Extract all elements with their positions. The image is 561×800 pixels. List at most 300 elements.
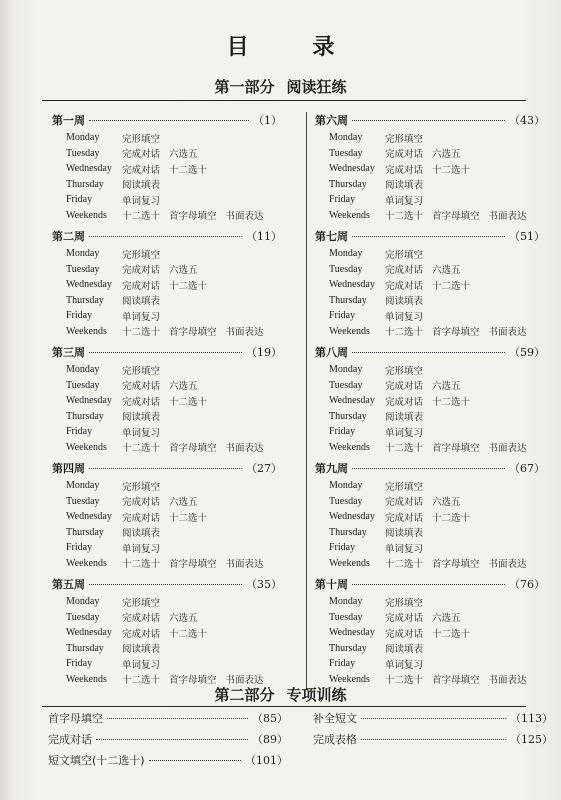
activity-label: 完成对话 — [122, 628, 161, 640]
week-page-number: （67） — [509, 462, 545, 475]
day-name: Weekends — [329, 441, 370, 453]
week-entry[interactable] — [52, 112, 282, 130]
day-name: Monday — [66, 596, 100, 608]
day-row — [52, 625, 282, 641]
day-row — [315, 293, 545, 309]
week-block — [52, 344, 282, 455]
week-name: 第一周 — [52, 114, 85, 127]
activity-label: 十二选十 — [122, 559, 161, 571]
activity-label: 完成对话 — [122, 164, 161, 176]
day-name: Thursday — [329, 410, 367, 422]
week-entry[interactable] — [52, 576, 282, 594]
day-name: Tuesday — [329, 611, 363, 623]
activity-label: 完成对话 — [385, 628, 424, 640]
activity-label: 完成对话 — [122, 613, 161, 625]
day-name: Monday — [66, 364, 100, 376]
day-name: Thursday — [66, 178, 104, 190]
activity-label: 单词复习 — [122, 311, 161, 323]
day-row — [315, 262, 545, 278]
day-row — [52, 161, 282, 177]
activity-label: 十二选十 — [122, 675, 161, 687]
day-name: Tuesday — [329, 263, 363, 275]
day-name: Tuesday — [66, 611, 100, 623]
leader-dots — [352, 352, 505, 353]
activity-label: 书面表达 — [225, 211, 264, 223]
activity-label: 完成对话 — [385, 512, 424, 524]
day-row — [52, 308, 282, 324]
week-entry[interactable] — [52, 460, 282, 478]
activity-label: 完成对话 — [385, 381, 424, 393]
activity-label: 阅读填表 — [122, 296, 161, 308]
activity-label: 十二选十 — [385, 559, 424, 571]
activity-label: 完成对话 — [385, 149, 424, 161]
part1-label: 第一部分 — [214, 78, 275, 96]
day-row — [52, 594, 282, 610]
day-name: Thursday — [66, 410, 104, 422]
day-row — [52, 277, 282, 293]
day-row — [52, 246, 282, 262]
activity-label: 六选五 — [432, 381, 461, 393]
day-row — [52, 478, 282, 494]
activity-label: 十二选十 — [169, 512, 208, 524]
activity-label: 阅读填表 — [122, 528, 161, 540]
part2-label: 第二部分 — [214, 686, 275, 704]
day-name: Weekends — [66, 441, 107, 453]
activity-label: 十二选十 — [432, 280, 471, 292]
day-name: Friday — [329, 194, 356, 206]
week-name: 第七周 — [315, 230, 348, 243]
activity-label: 完形填空 — [122, 365, 161, 377]
activity-label: 首字母填空 — [169, 559, 217, 571]
activity-label: 完成对话 — [122, 265, 161, 277]
week-name: 第八周 — [315, 346, 348, 359]
activity-label: 完形填空 — [385, 249, 424, 261]
entry-name: 补全短文 — [313, 712, 357, 725]
activity-label: 十二选十 — [432, 512, 471, 524]
activity-label: 书面表达 — [225, 327, 264, 339]
day-row — [315, 146, 545, 162]
day-name: Monday — [66, 132, 100, 144]
day-name: Weekends — [329, 557, 370, 569]
activity-label: 完成对话 — [385, 265, 424, 277]
week-entry[interactable] — [315, 228, 545, 246]
day-row — [315, 378, 545, 394]
week-block — [52, 460, 282, 571]
activity-label: 十二选十 — [385, 211, 424, 223]
day-name: Thursday — [329, 526, 367, 538]
activity-label: 首字母填空 — [169, 211, 217, 223]
activity-label: 单词复习 — [385, 195, 424, 207]
week-entry[interactable] — [52, 344, 282, 362]
day-row — [52, 130, 282, 146]
activity-label: 十二选十 — [385, 327, 424, 339]
activity-label: 书面表达 — [488, 443, 527, 455]
activity-label: 完成对话 — [122, 497, 161, 509]
activity-label: 首字母填空 — [432, 443, 480, 455]
week-page-number: （59） — [509, 346, 545, 359]
day-row — [52, 262, 282, 278]
day-name: Weekends — [66, 557, 107, 569]
part2-entry[interactable] — [48, 752, 288, 773]
day-name: Wednesday — [329, 627, 375, 639]
day-name: Wednesday — [329, 279, 375, 291]
activity-label: 完成对话 — [122, 512, 161, 524]
day-row — [52, 610, 282, 626]
toc-left-column — [52, 112, 282, 692]
day-row — [52, 293, 282, 309]
activity-label: 阅读填表 — [122, 180, 161, 192]
activity-label: 十二选十 — [432, 396, 471, 408]
day-name: Wednesday — [329, 163, 375, 175]
day-row — [52, 494, 282, 510]
day-name: Thursday — [66, 642, 104, 654]
leader-dots — [352, 120, 505, 121]
week-block — [315, 228, 545, 339]
day-row — [52, 409, 282, 425]
week-name: 第五周 — [52, 578, 85, 591]
day-row — [52, 146, 282, 162]
activity-label: 单词复习 — [122, 543, 161, 555]
part1-heading — [0, 76, 561, 97]
activity-label: 完形填空 — [385, 365, 424, 377]
activity-label: 完形填空 — [122, 249, 161, 261]
week-name: 第九周 — [315, 462, 348, 475]
week-block — [52, 228, 282, 339]
activity-label: 书面表达 — [488, 211, 527, 223]
activity-label: 首字母填空 — [432, 327, 480, 339]
entry-page-number: （125） — [510, 733, 553, 746]
activity-label: 阅读填表 — [385, 644, 424, 656]
day-name: Wednesday — [66, 627, 112, 639]
activity-label: 阅读填表 — [122, 412, 161, 424]
activity-label: 阅读填表 — [122, 644, 161, 656]
part2-entry[interactable] — [313, 731, 553, 752]
activity-label: 六选五 — [169, 265, 198, 277]
day-row — [315, 424, 545, 440]
entry-name: 首字母填空 — [48, 712, 103, 725]
week-entry[interactable] — [52, 228, 282, 246]
leader-dots — [149, 760, 241, 761]
activity-label: 十二选十 — [432, 628, 471, 640]
activity-label: 书面表达 — [488, 559, 527, 571]
week-block — [315, 576, 545, 687]
part2-entry[interactable] — [313, 710, 553, 731]
day-name: Monday — [329, 132, 363, 144]
activity-label: 六选五 — [432, 613, 461, 625]
activity-label: 完形填空 — [122, 481, 161, 493]
entry-page-number: （113） — [510, 712, 553, 725]
week-name: 第十周 — [315, 578, 348, 591]
leader-dots — [89, 120, 249, 121]
activity-label: 单词复习 — [385, 659, 424, 671]
activity-label: 完形填空 — [385, 597, 424, 609]
day-row — [315, 130, 545, 146]
activity-label: 十二选十 — [385, 675, 424, 687]
activity-label: 首字母填空 — [432, 675, 480, 687]
day-name: Friday — [329, 426, 356, 438]
activity-label: 十二选十 — [122, 211, 161, 223]
day-name: Friday — [329, 310, 356, 322]
day-name: Monday — [329, 596, 363, 608]
activity-label: 六选五 — [432, 149, 461, 161]
day-row — [52, 556, 282, 572]
part2-right-list — [313, 710, 553, 752]
day-row — [52, 177, 282, 193]
leader-dots — [89, 236, 242, 237]
day-row — [315, 641, 545, 657]
day-row — [315, 393, 545, 409]
activity-label: 单词复习 — [385, 311, 424, 323]
day-name: Thursday — [329, 642, 367, 654]
day-row — [52, 440, 282, 456]
day-name: Monday — [329, 480, 363, 492]
activity-label: 十二选十 — [169, 628, 208, 640]
day-name: Weekends — [329, 673, 370, 685]
week-name: 第四周 — [52, 462, 85, 475]
day-name: Wednesday — [66, 163, 112, 175]
day-row — [315, 192, 545, 208]
day-row — [315, 440, 545, 456]
day-row — [52, 540, 282, 556]
activity-label: 十二选十 — [122, 443, 161, 455]
day-row — [315, 324, 545, 340]
activity-label: 完成对话 — [385, 396, 424, 408]
week-page-number: （76） — [509, 578, 545, 591]
activity-label: 完形填空 — [385, 133, 424, 145]
activity-label: 阅读填表 — [385, 528, 424, 540]
entry-name: 完成表格 — [313, 733, 357, 746]
activity-label: 六选五 — [432, 265, 461, 277]
page-title: 目 录 — [226, 35, 363, 60]
day-row — [315, 362, 545, 378]
day-name: Friday — [66, 310, 93, 322]
activity-label: 十二选十 — [169, 164, 208, 176]
day-name: Monday — [329, 248, 363, 260]
activity-label: 首字母填空 — [432, 559, 480, 571]
week-name: 第二周 — [52, 230, 85, 243]
activity-label: 完成对话 — [122, 381, 161, 393]
day-name: Tuesday — [66, 147, 100, 159]
day-row — [315, 161, 545, 177]
activity-label: 六选五 — [169, 497, 198, 509]
day-name: Tuesday — [66, 379, 100, 391]
day-name: Monday — [66, 248, 100, 260]
activity-label: 完形填空 — [122, 597, 161, 609]
leader-dots — [352, 236, 505, 237]
day-name: Thursday — [329, 178, 367, 190]
week-name: 第六周 — [315, 114, 348, 127]
activity-label: 十二选十 — [169, 396, 208, 408]
week-name: 第三周 — [52, 346, 85, 359]
activity-label: 书面表达 — [488, 675, 527, 687]
activity-label: 六选五 — [169, 613, 198, 625]
entry-name: 短文填空(十二选十) — [48, 754, 145, 767]
week-page-number: （43） — [509, 114, 545, 127]
week-entry[interactable] — [315, 460, 545, 478]
activity-label: 完成对话 — [385, 497, 424, 509]
week-entry[interactable] — [315, 112, 545, 130]
week-entry[interactable] — [315, 344, 545, 362]
week-page-number: （11） — [246, 230, 282, 243]
activity-label: 阅读填表 — [385, 180, 424, 192]
day-name: Thursday — [329, 294, 367, 306]
day-row — [315, 177, 545, 193]
day-row — [52, 324, 282, 340]
leader-dots — [96, 739, 248, 740]
day-row — [52, 509, 282, 525]
leader-dots — [89, 468, 242, 469]
day-name: Thursday — [66, 526, 104, 538]
activity-label: 单词复习 — [122, 659, 161, 671]
week-page-number: （27） — [246, 462, 282, 475]
column-divider — [306, 112, 307, 690]
day-row — [52, 424, 282, 440]
activity-label: 完成对话 — [122, 149, 161, 161]
activity-label: 完成对话 — [122, 280, 161, 292]
activity-label: 阅读填表 — [385, 296, 424, 308]
day-name: Friday — [66, 542, 93, 554]
activity-label: 完形填空 — [122, 133, 161, 145]
day-name: Friday — [329, 542, 356, 554]
activity-label: 首字母填空 — [432, 211, 480, 223]
activity-label: 十二选十 — [169, 280, 208, 292]
activity-label: 单词复习 — [122, 427, 161, 439]
day-row — [315, 556, 545, 572]
leader-dots — [361, 718, 506, 719]
activity-label: 单词复习 — [385, 427, 424, 439]
day-name: Tuesday — [66, 263, 100, 275]
activity-label: 十二选十 — [385, 443, 424, 455]
activity-label: 六选五 — [169, 381, 198, 393]
part1-rule — [42, 100, 526, 101]
day-name: Weekends — [329, 325, 370, 337]
day-name: Friday — [66, 194, 93, 206]
day-row — [52, 641, 282, 657]
day-row — [315, 409, 545, 425]
day-name: Weekends — [66, 325, 107, 337]
activity-label: 完成对话 — [385, 613, 424, 625]
day-name: Friday — [66, 658, 93, 670]
activity-label: 书面表达 — [488, 327, 527, 339]
day-name: Weekends — [329, 209, 370, 221]
day-row — [315, 625, 545, 641]
day-name: Tuesday — [329, 495, 363, 507]
day-name: Tuesday — [329, 147, 363, 159]
leader-dots — [89, 352, 242, 353]
entry-name: 完成对话 — [48, 733, 92, 746]
week-page-number: （19） — [246, 346, 282, 359]
activity-label: 书面表达 — [225, 675, 264, 687]
leader-dots — [107, 718, 248, 719]
activity-label: 首字母填空 — [169, 675, 217, 687]
day-row — [52, 525, 282, 541]
part2-name: 专项训练 — [286, 686, 347, 704]
day-name: Tuesday — [329, 379, 363, 391]
week-page-number: （51） — [509, 230, 545, 243]
day-row — [315, 509, 545, 525]
leader-dots — [352, 584, 505, 585]
day-row — [315, 277, 545, 293]
day-row — [315, 594, 545, 610]
day-row — [315, 656, 545, 672]
activity-label: 单词复习 — [385, 543, 424, 555]
entry-page-number: （85） — [252, 712, 288, 725]
day-name: Thursday — [66, 294, 104, 306]
day-row — [52, 393, 282, 409]
part2-entry[interactable] — [48, 731, 288, 752]
day-row — [52, 208, 282, 224]
activity-label: 阅读填表 — [385, 412, 424, 424]
day-name: Weekends — [66, 209, 107, 221]
activity-label: 六选五 — [169, 149, 198, 161]
leader-dots — [89, 584, 242, 585]
activity-label: 十二选十 — [432, 164, 471, 176]
leader-dots — [361, 739, 506, 740]
activity-label: 六选五 — [432, 497, 461, 509]
day-name: Friday — [329, 658, 356, 670]
toc-right-column — [315, 112, 545, 692]
part2-entry[interactable] — [48, 710, 288, 731]
week-page-number: （35） — [246, 578, 282, 591]
activity-label: 书面表达 — [225, 443, 264, 455]
day-name: Wednesday — [329, 511, 375, 523]
day-name: Weekends — [66, 673, 107, 685]
week-entry[interactable] — [315, 576, 545, 594]
day-name: Wednesday — [66, 511, 112, 523]
day-row — [52, 362, 282, 378]
day-row — [315, 525, 545, 541]
day-name: Monday — [66, 480, 100, 492]
day-name: Friday — [66, 426, 93, 438]
leader-dots — [352, 468, 505, 469]
day-row — [315, 610, 545, 626]
day-row — [315, 246, 545, 262]
day-name: Tuesday — [66, 495, 100, 507]
entry-page-number: （89） — [252, 733, 288, 746]
day-name: Wednesday — [66, 395, 112, 407]
day-row — [315, 494, 545, 510]
activity-label: 完成对话 — [385, 280, 424, 292]
activity-label: 首字母填空 — [169, 443, 217, 455]
part2-left-list — [48, 710, 288, 773]
day-name: Wednesday — [329, 395, 375, 407]
part2-rule — [42, 706, 526, 707]
day-name: Wednesday — [66, 279, 112, 291]
activity-label: 完成对话 — [385, 164, 424, 176]
activity-label: 完形填空 — [385, 481, 424, 493]
week-block — [315, 112, 545, 223]
entry-page-number: （101） — [245, 754, 288, 767]
week-page-number: （1） — [253, 114, 282, 127]
day-row — [315, 478, 545, 494]
day-row — [315, 308, 545, 324]
day-row — [52, 378, 282, 394]
day-row — [52, 192, 282, 208]
activity-label: 书面表达 — [225, 559, 264, 571]
activity-label: 十二选十 — [122, 327, 161, 339]
day-row — [52, 656, 282, 672]
part1-name: 阅读狂练 — [286, 78, 347, 96]
week-block — [315, 344, 545, 455]
activity-label: 完成对话 — [122, 396, 161, 408]
activity-label: 单词复习 — [122, 195, 161, 207]
week-block — [52, 576, 282, 687]
day-row — [315, 540, 545, 556]
week-block — [52, 112, 282, 223]
activity-label: 首字母填空 — [169, 327, 217, 339]
day-name: Monday — [329, 364, 363, 376]
day-row — [315, 208, 545, 224]
